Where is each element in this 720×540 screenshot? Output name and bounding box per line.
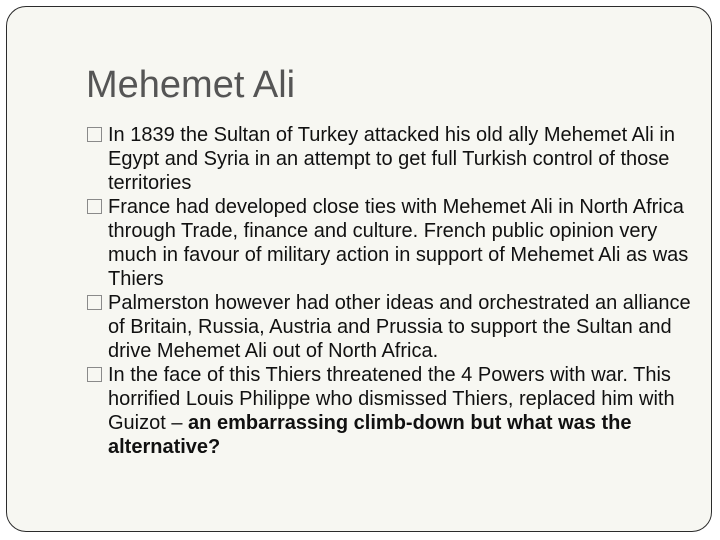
bullet-text: In 1839 the Sultan of Turkey attacked his old ally Mehemet Ali in Egypt and Syria in an attempt to get full Turkish control of those territories: [108, 124, 675, 194]
slide-title: Mehemet Ali: [86, 64, 296, 106]
square-bullet-icon: [87, 295, 102, 310]
square-bullet-icon: [87, 127, 102, 142]
bullet-item: [87, 195, 707, 291]
bullet-item: [87, 291, 707, 363]
bullet-text: In the face of this Thiers threatened the 4 Powers with war. This horrified Louis Philippe who dismissed Thiers, replaced him with Guizot –: [108, 364, 675, 434]
slide-frame: [6, 6, 712, 532]
bullet-item: [87, 123, 707, 195]
bullet-text: Palmerston however had other ideas and orchestrated an alliance of Britain, Russia, Austria and Prussia to support the Sultan and drive Mehemet Ali out of North Africa.: [108, 292, 691, 362]
square-bullet-icon: [87, 367, 102, 382]
bullet-list: [87, 123, 707, 459]
bullet-text: France had developed close ties with Mehemet Ali in North Africa through Trade, finance and culture. French public opinion very much in favour of military action in support of Mehemet Ali as was Thiers: [108, 196, 689, 290]
bullet-item: [87, 363, 707, 459]
square-bullet-icon: [87, 199, 102, 214]
bullet-bold-text: an embarrassing climb-down but what was the alternative?: [108, 412, 632, 458]
